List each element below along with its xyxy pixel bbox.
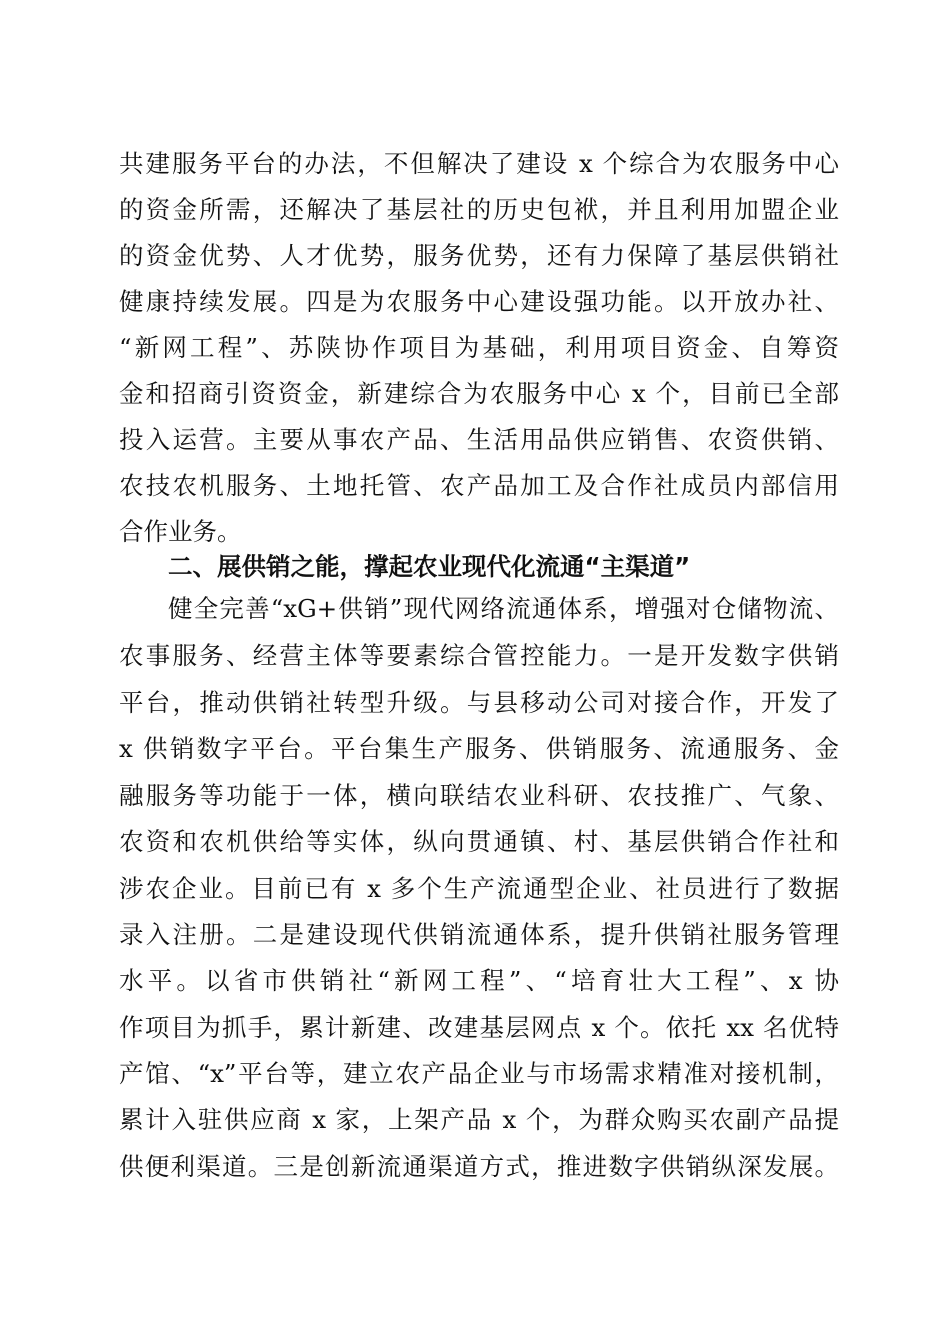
body-text-line: 健全完善“xG+供销”现代网络流通体系，增强对仓储物流、 [168,594,839,623]
body-text-line: 的资金优势、人才优势，服务优势，还有力保障了基层供销社 [119,241,839,270]
section-heading: 二、展供销之能，撑起农业现代化流通“主渠道” [168,552,691,581]
body-text-line: 农资和农机供给等实体，纵向贯通镇、村、基层供销合作社和 [119,827,839,856]
body-text-line: 金和招商引资资金，新建综合为农服务中心 x 个，目前已全部 [119,379,839,408]
body-text-line: 产馆、“x”平台等，建立农产品企业与市场需求精准对接机制， [119,1059,839,1088]
body-text-line: “新网工程”、苏陕协作项目为基础，利用项目资金、自筹资 [119,333,839,362]
body-text-line: 的资金所需，还解决了基层社的历史包袱，并且利用加盟企业 [119,195,839,224]
body-text-line: x 供销数字平台。平台集生产服务、供销服务、流通服务、金 [119,734,839,763]
body-text-line: 农事服务、经营主体等要素综合管控能力。一是开发数字供销 [119,641,839,670]
body-text-line: 农技农机服务、土地托管、农产品加工及合作社成员内部信用 [119,471,839,500]
body-text-line: 供便利渠道。三是创新流通渠道方式，推进数字供销纵深发展。 [119,1152,839,1181]
body-text-line: 投入运营。主要从事农产品、生活用品供应销售、农资供销、 [119,425,839,454]
body-text-line: 作项目为抓手，累计新建、改建基层网点 x 个。依托 xx 名优特 [119,1013,839,1042]
body-text-line: 健康持续发展。四是为农服务中心建设强功能。以开放办社、 [119,287,839,316]
body-text-line: 合作业务。 [119,517,242,546]
body-text-line: 平台，推动供销社转型升级。与县移动公司对接合作，开发了 [119,688,839,717]
body-text-line: 录入注册。二是建设现代供销流通体系，提升供销社服务管理 [119,920,839,949]
body-text-line: 累计入驻供应商 x 家，上架产品 x 个，为群众购买农副产品提 [119,1105,839,1134]
body-text-line: 水平。以省市供销社“新网工程”、“培育壮大工程”、x 协 [119,966,840,995]
body-text-line: 涉农企业。目前已有 x 多个生产流通型企业、社员进行了数据 [119,874,839,903]
body-text-line: 共建服务平台的办法，不但解决了建设 x 个综合为农服务中心 [119,149,839,178]
body-text-line: 融服务等功能于一体，横向联结农业科研、农技推广、气象、 [119,781,839,810]
